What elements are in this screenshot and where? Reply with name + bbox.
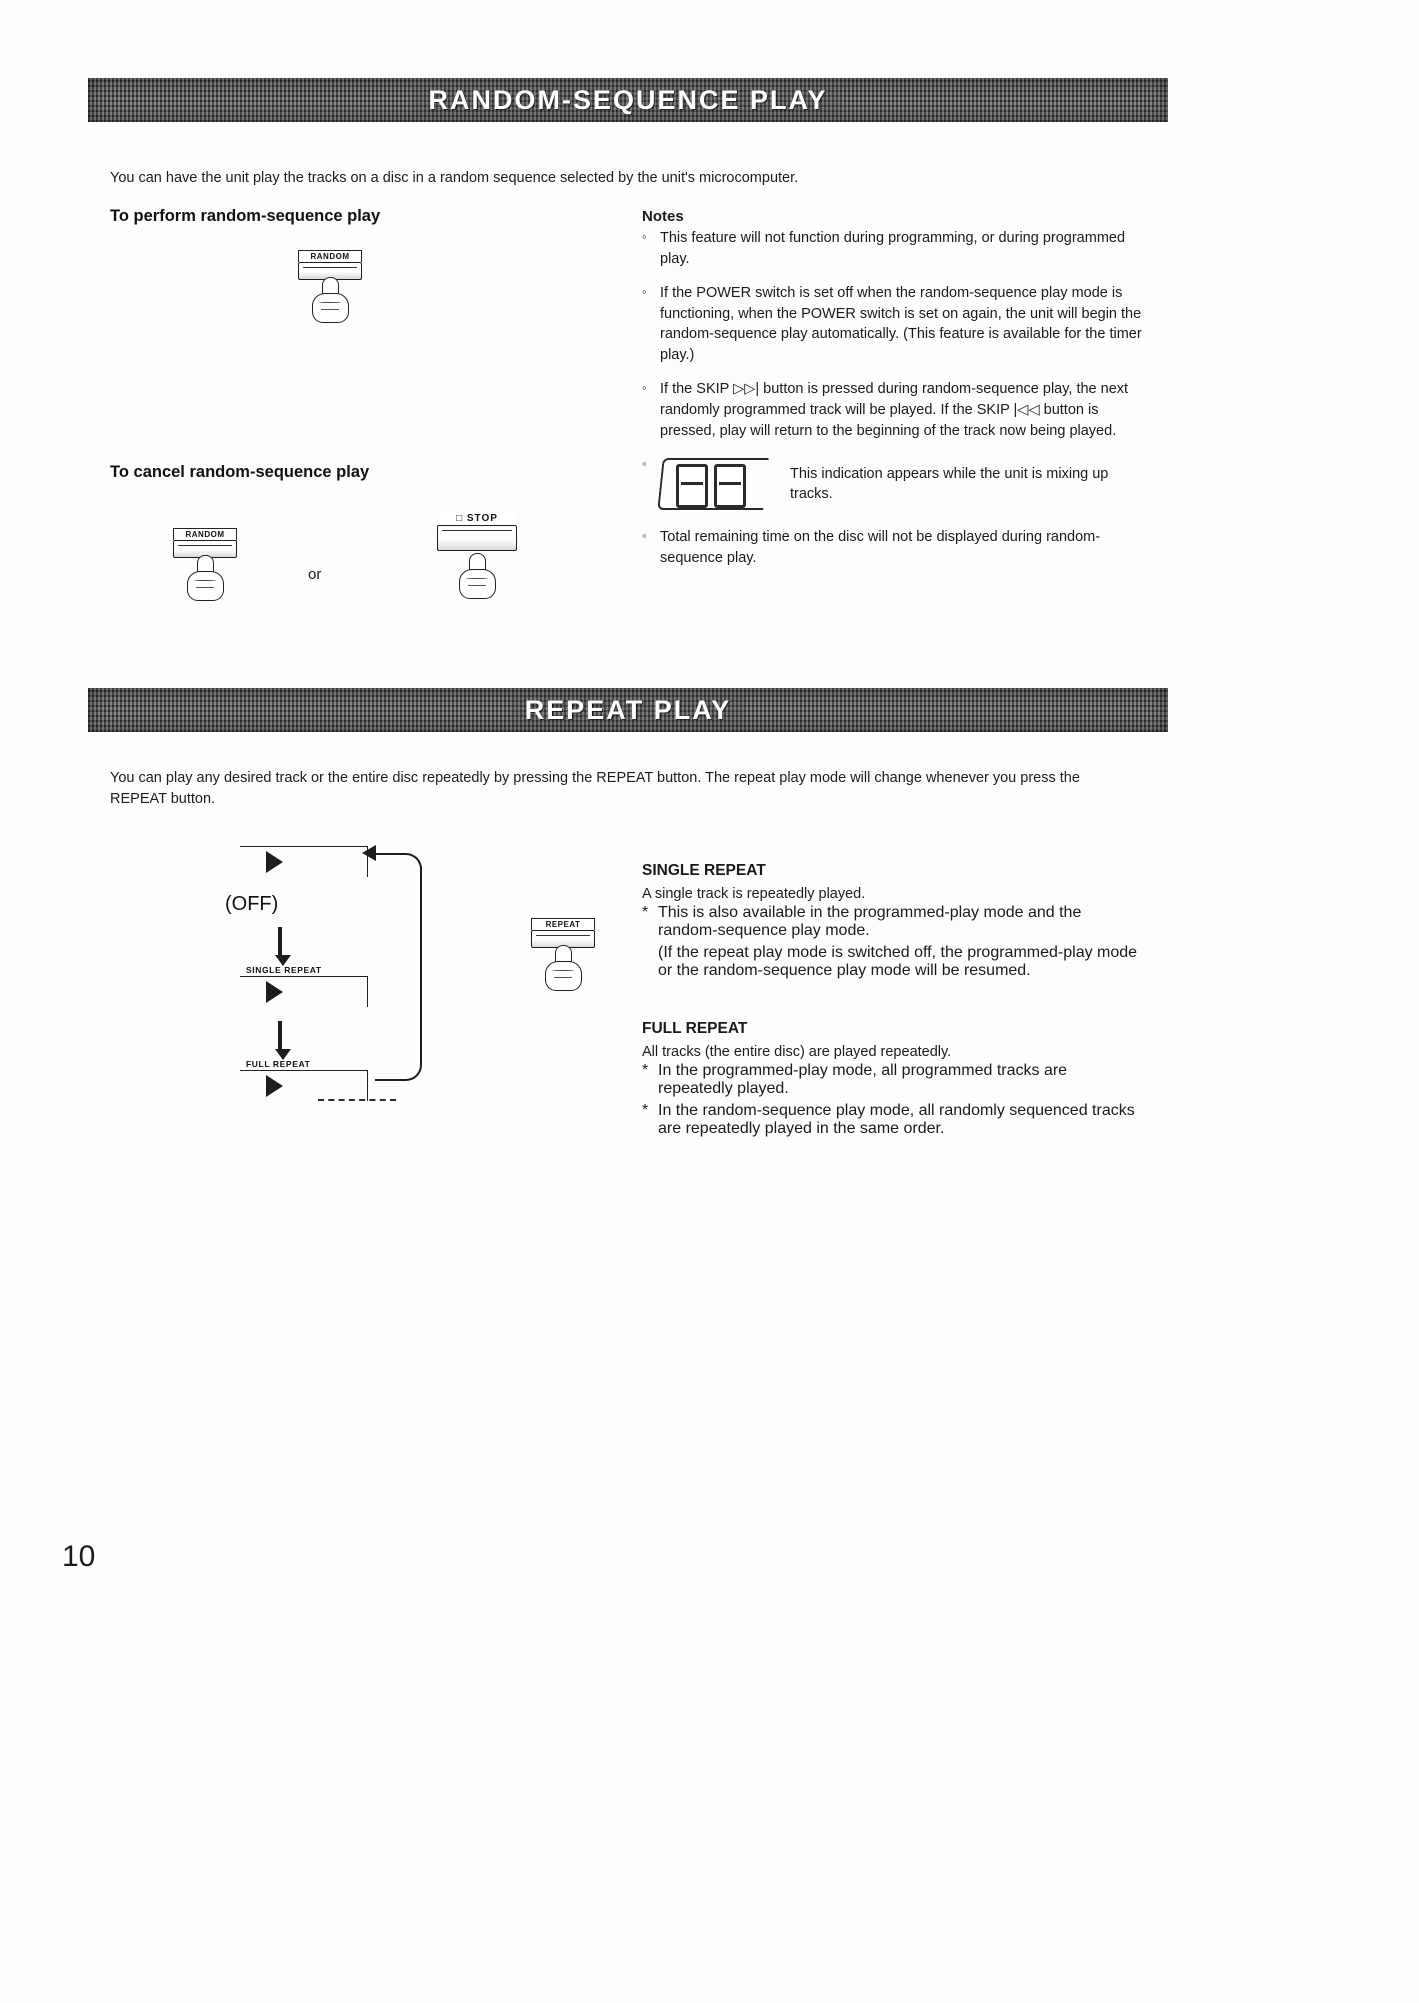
banner-title: RANDOM-SEQUENCE PLAY	[414, 85, 841, 116]
note-text: (If the repeat play mode is switched off, the programmed-play mode or the random-sequence play mode will be resumed.	[658, 944, 1138, 979]
flow-box-3	[240, 1070, 368, 1101]
notes-heading: Notes	[642, 208, 684, 225]
note-text: In the programmed-play mode, all programmed tracks are repeatedly played.	[658, 1062, 1068, 1097]
hand-icon-3	[457, 553, 497, 599]
hand-icon-4	[543, 945, 583, 991]
illustration-repeat-button	[508, 918, 618, 991]
note-text: If the POWER switch is set off when the random-sequence play mode is functioning, when the POWER switch is set on again, the unit will begin the random-sequence play automatically. (This feature is available for the timer play.)	[660, 285, 1142, 363]
asterisk-icon: *	[642, 904, 649, 921]
page-number: 10	[62, 1540, 96, 1573]
flow-step-full-repeat	[240, 1059, 368, 1101]
note-text: This indication appears while the unit is mixing up tracks.	[790, 465, 1109, 503]
repeat-intro-text: You can play any desired track or the entire disc repeatedly by pressing the REPEAT button. The repeat play mode will change whenever you press the REPEAT button.	[110, 770, 1080, 807]
arrow-down-icon-2	[275, 1021, 285, 1060]
stop-square-icon: □	[456, 513, 464, 524]
notes-list	[642, 228, 1142, 582]
flow-step-off	[240, 845, 368, 877]
stop-button[interactable]	[437, 525, 517, 551]
play-triangle-icon-2	[266, 981, 283, 1003]
random-intro-text: You can have the unit play the tracks on a disc in a random sequence selected by the unit's microcomputer.	[110, 170, 799, 186]
bullet-icon: ◦	[642, 528, 647, 544]
note-text: Total remaining time on the disc will not be displayed during random-sequence play.	[660, 529, 1101, 566]
note-text: In the random-sequence play mode, all randomly sequenced tracks are repeatedly played in the same order.	[658, 1102, 1135, 1137]
subhead-cancel-random: To cancel random-sequence play	[110, 463, 370, 481]
hand-icon	[310, 277, 350, 323]
loop-dashed-line	[318, 1099, 396, 1101]
flow-step-single-repeat	[240, 965, 368, 1007]
off-label: (OFF)	[225, 893, 279, 915]
play-triangle-icon	[266, 851, 283, 873]
single-repeat-note	[642, 904, 1142, 940]
full-repeat-note-2	[642, 1102, 1142, 1138]
random-button-caption: RANDOM	[298, 250, 362, 262]
stop-button-caption	[438, 512, 516, 525]
loop-connector	[375, 853, 422, 1081]
flow-step-label-2: SINGLE REPEAT	[246, 965, 322, 975]
bullet-icon: ◦	[642, 380, 647, 396]
note-item	[642, 379, 1142, 441]
asterisk-icon-2: *	[642, 1062, 649, 1079]
full-repeat-notes	[642, 1062, 1142, 1138]
section-banner-repeat-play	[88, 688, 1168, 732]
full-repeat-heading: FULL REPEAT	[642, 1020, 748, 1037]
repeat-button-caption: REPEAT	[531, 918, 595, 930]
note-text: This is also available in the programmed-play mode and the random-sequence play mode.	[658, 904, 1082, 939]
flow-step-label-3: FULL REPEAT	[246, 1059, 311, 1069]
illustration-random-button-cancel	[150, 528, 260, 601]
note-item-indication	[642, 455, 1142, 513]
bullet-icon: ◦	[642, 229, 647, 244]
asterisk-spacer	[642, 944, 658, 980]
subhead-perform-random: To perform random-sequence play	[110, 207, 381, 225]
note-item	[642, 527, 1142, 568]
section-banner-random-sequence	[88, 78, 1168, 122]
loop-arrow-icon	[362, 845, 376, 861]
single-repeat-note-2	[642, 944, 1142, 980]
stop-button-label: STOP	[466, 513, 498, 524]
full-repeat-note	[642, 1062, 1142, 1098]
illustration-random-button-press	[275, 250, 385, 323]
note-text: This feature will not function during programming, or during programmed play.	[660, 230, 1126, 267]
flow-box-2	[240, 976, 368, 1007]
random-button-caption-2: RANDOM	[173, 528, 237, 540]
asterisk-icon-3: *	[642, 1102, 649, 1119]
illustration-stop-button	[412, 512, 542, 599]
note-item	[642, 283, 1142, 365]
play-triangle-icon-3	[266, 1075, 283, 1097]
flow-box-1	[240, 846, 368, 877]
or-label: or	[308, 566, 322, 583]
note-item	[642, 228, 1142, 269]
single-repeat-notes	[642, 904, 1142, 980]
banner-title-2: REPEAT PLAY	[511, 695, 746, 726]
note-text: If the SKIP ▷▷| button is pressed during random-sequence play, the next randomly programmed track will be played. If the SKIP |◁◁ button is pressed, play will return to the beginning of the track now being played.	[660, 381, 1129, 439]
full-repeat-line: All tracks (the entire disc) are played repeatedly.	[642, 1044, 952, 1060]
single-repeat-line: A single track is repeatedly played.	[642, 886, 866, 902]
bullet-icon: ◦	[642, 284, 647, 300]
hand-icon-2	[185, 555, 225, 601]
single-repeat-heading: SINGLE REPEAT	[642, 862, 766, 879]
display-indication-graphic	[660, 458, 790, 510]
bullet-icon: ◦	[642, 456, 647, 472]
arrow-down-icon-1	[275, 927, 285, 966]
